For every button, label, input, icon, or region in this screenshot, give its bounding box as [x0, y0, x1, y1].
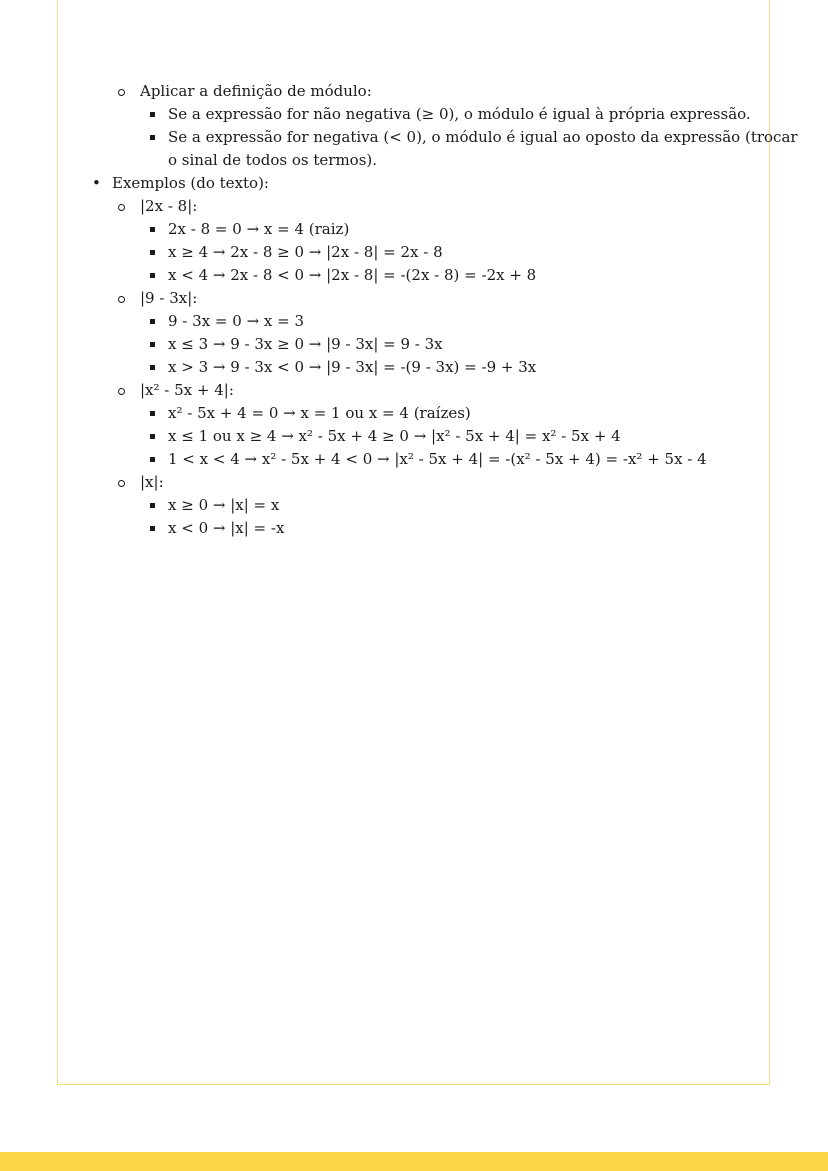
square-bullet-icon	[150, 457, 155, 462]
square-bullet-icon	[150, 526, 155, 531]
list-item	[0, 494, 828, 517]
example-title: |x|:	[140, 473, 164, 491]
list-item	[0, 241, 828, 264]
list-item	[0, 356, 828, 379]
square-bullet-icon	[150, 319, 155, 324]
list-item	[0, 172, 828, 195]
square-bullet-icon	[150, 411, 155, 416]
example-step: x < 0 → |x| = -x	[168, 519, 285, 537]
list-item	[0, 287, 828, 310]
list-item	[0, 310, 828, 333]
example-step: x ≤ 3 → 9 - 3x ≥ 0 → |9 - 3x| = 9 - 3x	[168, 335, 443, 353]
list-item	[0, 517, 828, 540]
hollow-circle-bullet-icon	[118, 296, 125, 303]
example-title: |9 - 3x|:	[140, 289, 198, 307]
example-step: 1 < x < 4 → x² - 5x + 4 < 0 → |x² - 5x + 4| = -(x² - 5x + 4) = -x² + 5x - 4	[168, 450, 707, 468]
list-item	[0, 471, 828, 494]
example-step: x ≥ 0 → |x| = x	[168, 496, 280, 514]
square-bullet-icon	[150, 503, 155, 508]
example-step: 2x - 8 = 0 → x = 4 (raiz)	[168, 220, 350, 238]
list-item	[0, 218, 828, 241]
square-bullet-icon	[150, 250, 155, 255]
square-bullet-icon	[150, 135, 155, 140]
document-content	[0, 80, 828, 540]
list-item	[0, 402, 828, 425]
square-bullet-icon	[150, 112, 155, 117]
square-bullet-icon	[150, 434, 155, 439]
list-item-continuation	[0, 149, 828, 172]
example-step: 9 - 3x = 0 → x = 3	[168, 312, 305, 330]
example-title: |2x - 8|:	[140, 197, 198, 215]
hollow-circle-bullet-icon	[118, 480, 125, 487]
hollow-circle-bullet-icon	[118, 204, 125, 211]
hollow-circle-bullet-icon	[118, 388, 125, 395]
square-bullet-icon	[150, 227, 155, 232]
list-item	[0, 264, 828, 287]
square-bullet-icon	[150, 273, 155, 278]
example-title: |x² - 5x + 4|:	[140, 381, 234, 399]
list-item	[0, 80, 828, 103]
square-bullet-icon	[150, 365, 155, 370]
list-item	[0, 379, 828, 402]
example-step: x > 3 → 9 - 3x < 0 → |9 - 3x| = -(9 - 3x) = -9 + 3x	[168, 358, 537, 376]
examples-heading: Exemplos (do texto):	[112, 174, 269, 192]
list-item	[0, 195, 828, 218]
square-bullet-icon	[150, 342, 155, 347]
hollow-circle-bullet-icon	[118, 89, 125, 96]
list-item	[0, 126, 828, 149]
rule-text: Se a expressão for negativa (< 0), o módulo é igual ao oposto da expressão (trocar	[168, 128, 798, 146]
bottom-accent-bar	[0, 1152, 828, 1171]
list-item	[0, 448, 828, 471]
rule-text: Se a expressão for não negativa (≥ 0), o módulo é igual à própria expressão.	[168, 105, 751, 123]
example-step: x < 4 → 2x - 8 < 0 → |2x - 8| = -(2x - 8) = -2x + 8	[168, 266, 537, 284]
list-item	[0, 425, 828, 448]
disc-bullet-icon: •	[92, 174, 101, 192]
intro-heading: Aplicar a definição de módulo:	[140, 82, 372, 100]
example-step: x ≥ 4 → 2x - 8 ≥ 0 → |2x - 8| = 2x - 8	[168, 243, 443, 261]
example-step: x ≤ 1 ou x ≥ 4 → x² - 5x + 4 ≥ 0 → |x² - 5x + 4| = x² - 5x + 4	[168, 427, 621, 445]
rule-text: o sinal de todos os termos).	[168, 151, 378, 169]
list-item	[0, 103, 828, 126]
example-step: x² - 5x + 4 = 0 → x = 1 ou x = 4 (raízes)	[168, 404, 471, 422]
list-item	[0, 333, 828, 356]
